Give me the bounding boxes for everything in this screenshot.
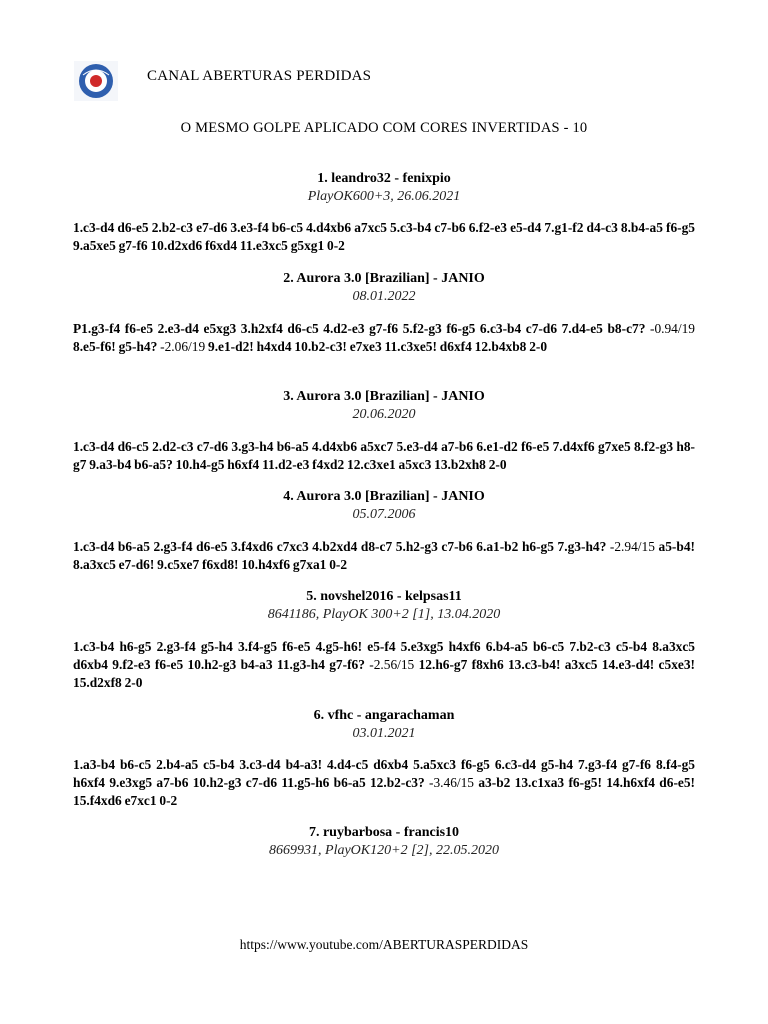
game-moves (73, 538, 695, 574)
engine-evaluation: -3.46/15 (429, 775, 475, 790)
channel-logo (74, 61, 118, 101)
game-info: 05.07.2006 (352, 507, 416, 522)
move-text: 1.c3-d4 d6-e5 2.b2-c3 e7-d6 3.e3-f4 b6-c5 4.d4xb6 a7xc5 5.c3-b4 c7-b6 6.f2-e3 e5-d4 7.g1-f2 d4-c3 8.b4-a5 f6-g5 9.a5xe5 g7-f6 10.d2xd6 f6xd4 11.e3xc5 g5xg1 0-2 (73, 220, 695, 253)
game-title: 3. Aurora 3.0 [Brazilian] - JANIO (283, 389, 485, 404)
move-text: 12.h6-g7 f8xh6 13.c3-b4! a3xc5 14.e3-d4! c5xe3! 15.d2xf8 2-0 (73, 657, 695, 690)
game-info: 20.06.2020 (352, 407, 416, 422)
game-header (0, 824, 768, 860)
game-title: 6. vfhc - angarachaman (313, 708, 455, 723)
game-moves (73, 320, 695, 356)
game-moves (73, 756, 695, 810)
page-title: O MESMO GOLPE APLICADO COM CORES INVERTIDAS - 10 (180, 120, 588, 136)
game-info: 8669931, PlayOK120+2 [2], 22.05.2020 (269, 843, 499, 858)
move-text: 9.e1-d2! h4xd4 10.b2-c3! e7xe3 11.c3xe5! d6xf4 12.b4xb8 2-0 (205, 339, 548, 354)
move-text: 1.c3-d4 d6-c5 2.d2-c3 c7-d6 3.g3-h4 b6-a5 4.d4xb6 a5xc7 5.e3-d4 a7-b6 6.e1-d2 f6-e5 7.d4xf6 g7xe5 8.f2-g3 h8-g7 9.a3-b4 b6-a5? 10.h4-g5 h6xf4 11.d2-e3 f4xd2 12.c3xe1 a5xc3 13.b2xh8 2-0 (73, 439, 695, 472)
engine-evaluation: -2.94/15 (609, 539, 655, 554)
game-header (0, 270, 768, 306)
game-title: 2. Aurora 3.0 [Brazilian] - JANIO (283, 271, 485, 286)
engine-evaluation: -2.56/15 (369, 657, 415, 672)
game-info: 08.01.2022 (352, 289, 416, 304)
game-info: PlayOK600+3, 26.06.2021 (307, 189, 461, 204)
game-info: 8641186, PlayOK 300+2 [1], 13.04.2020 (267, 607, 501, 622)
move-text: P1.g3-f4 f6-e5 2.e3-d4 e5xg3 3.h2xf4 d6-c5 4.d2-e3 g7-f6 5.f2-g3 f6-g5 6.c3-b4 c7-d6 7.d4-e5 b8-c7? (73, 321, 650, 336)
move-text: a5-b4! 8.a3xc5 e7-d6! 9.c5xe7 f6xd8! 10.h4xf6 g7xa1 0-2 (73, 539, 695, 572)
game-title: 1. leandro32 - fenixpio (317, 171, 451, 186)
game-header (0, 170, 768, 206)
engine-evaluation: -0.94/19 (649, 321, 695, 336)
game-moves (73, 638, 695, 692)
engine-evaluation: -2.06/19 (160, 339, 206, 354)
footer-url: https://www.youtube.com/ABERTURASPERDIDAS (239, 937, 529, 952)
game-title: 4. Aurora 3.0 [Brazilian] - JANIO (283, 489, 485, 504)
move-text: 1.c3-b4 h6-g5 2.g3-f4 g5-h4 3.f4-g5 f6-e5 4.g5-h6! e5-f4 5.e3xg5 h4xf6 6.b4-a5 b6-c5 7.b2-c3 c5-b4 8.a3xc5 d6xb4 9.f2-e3 f6-e5 10.h2-g3 b4-a3 11.g3-h4 g7-f6? (73, 639, 695, 672)
game-header (0, 388, 768, 424)
game-header (0, 707, 768, 743)
game-moves (73, 219, 695, 255)
game-header (0, 488, 768, 524)
move-text: 1.c3-d4 b6-a5 2.g3-f4 d6-e5 3.f4xd6 c7xc3 4.b2xd4 d8-c7 5.h2-g3 c7-b6 6.a1-b2 h6-g5 7.g3-h4? (73, 539, 610, 554)
channel-name: CANAL ABERTURAS PERDIDAS (147, 68, 372, 84)
move-text: 1.a3-b4 b6-c5 2.b4-a5 c5-b4 3.c3-d4 b4-a3! 4.d4-c5 d6xb4 5.a5xc3 f6-g5 6.c3-d4 g5-h4 7.g3-f4 g7-f6 8.f4-g5 h6xf4 9.e3xg5 a7-b6 10.h2-g3 c7-d6 11.g5-h6 b6-a5 12.b2-c3? (73, 757, 695, 790)
move-text: a3-b2 13.c1xa3 f6-g5! 14.h6xf4 d6-e5! 15.f4xd6 e7xc1 0-2 (73, 775, 695, 808)
move-text: 8.e5-f6! g5-h4? (73, 339, 161, 354)
game-title: 7. ruybarbosa - francis10 (308, 825, 460, 840)
game-title: 5. novshel2016 - kelpsas11 (306, 589, 462, 604)
game-moves (73, 438, 695, 474)
game-info: 03.01.2021 (352, 726, 416, 741)
game-header (0, 588, 768, 624)
